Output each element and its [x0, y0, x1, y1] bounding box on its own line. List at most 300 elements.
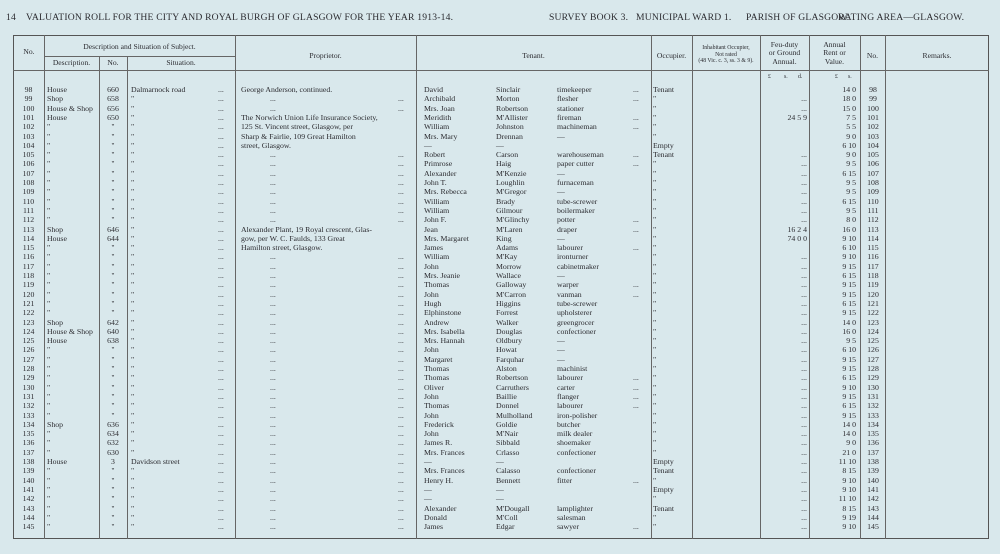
- row-number-right: 107: [867, 168, 879, 178]
- row-occupation-dots: ...: [633, 373, 639, 383]
- row-situation-dots: ...: [218, 438, 224, 448]
- row-number: 131: [22, 391, 35, 401]
- row-proprietor-dots: ...: [398, 484, 404, 494]
- row-occupation-dots: ...: [633, 159, 639, 169]
- row-occupier: ": [653, 401, 657, 411]
- row-occupation: shoemaker: [557, 438, 591, 448]
- row-proprietor: ...: [270, 457, 276, 466]
- row-annual-rent: 9 15: [842, 391, 856, 401]
- row-occupation: labourer: [557, 243, 583, 253]
- row-description: ": [47, 438, 51, 448]
- row-occupier: Empty: [653, 484, 674, 494]
- row-tenant-surname: Gilmour: [496, 205, 523, 215]
- row-number-right: 112: [867, 215, 879, 225]
- row-situation-dots: ...: [218, 494, 224, 504]
- row-occupation: timekeeper: [557, 85, 592, 94]
- row-occupier: ": [653, 308, 657, 318]
- row-feu-duty: ...: [801, 410, 807, 420]
- row-proprietor-dots: ...: [398, 447, 404, 457]
- row-tenant-surname: Farquhar: [496, 354, 525, 364]
- row-subject-no: 658: [107, 94, 119, 104]
- row-occupation: carter: [557, 382, 575, 392]
- row-occupier: ": [653, 391, 657, 401]
- row-subject-no: ": [111, 187, 115, 197]
- row-occupier: ": [653, 243, 657, 253]
- row-annual-rent: 6 15: [842, 298, 856, 308]
- row-tenant-first: Oliver: [424, 382, 444, 392]
- row-tenant-first: Mrs. Frances: [424, 447, 465, 457]
- row-feu-duty: ...: [801, 94, 807, 104]
- row-occupation-dots: ...: [633, 391, 639, 401]
- row-tenant-first: Mrs. Frances: [424, 466, 465, 476]
- row-occupation: draper: [557, 224, 577, 234]
- row-number-right: 138: [867, 457, 879, 466]
- row-situation: ": [131, 159, 135, 169]
- row-annual-rent: 16 0: [842, 326, 856, 336]
- row-proprietor-dots: ...: [398, 382, 404, 392]
- header-annual-rent: Annual Rent or Value.: [823, 40, 846, 66]
- row-proprietor: ...: [270, 196, 276, 206]
- row-situation: ": [131, 401, 135, 411]
- row-tenant-first: William: [424, 252, 450, 262]
- row-number-right: 117: [867, 261, 879, 271]
- row-number: 127: [22, 354, 35, 364]
- row-proprietor: ...: [270, 410, 276, 420]
- row-feu-duty: ...: [801, 252, 807, 262]
- row-tenant-first: Robert: [424, 150, 446, 160]
- row-number-right: 123: [867, 317, 879, 327]
- row-annual-rent: 9 15: [842, 280, 856, 290]
- row-tenant-first: Mrs. Mary: [424, 131, 458, 141]
- header-rule: [13, 70, 989, 71]
- row-occupier: ": [653, 410, 657, 420]
- row-situation: ": [131, 280, 135, 290]
- row-tenant-surname: M'Nair: [496, 429, 519, 439]
- row-occupier: ": [653, 354, 657, 364]
- row-occupier: Tenant: [653, 150, 675, 160]
- column-rule: [885, 35, 886, 539]
- row-situation-dots: ...: [218, 410, 224, 420]
- row-number: 103: [22, 131, 35, 141]
- row-number-right: 102: [867, 122, 879, 132]
- row-description: ": [47, 298, 51, 308]
- row-proprietor: Hamilton street, Glasgow.: [241, 243, 323, 253]
- row-proprietor-dots: ...: [398, 354, 404, 364]
- row-proprietor-dots: ...: [398, 419, 404, 429]
- row-tenant-first: —: [424, 457, 432, 466]
- row-subject-no: ": [111, 522, 115, 532]
- row-subject-no: ": [111, 382, 115, 392]
- row-number: 126: [22, 345, 35, 355]
- row-number-right: 120: [867, 289, 879, 299]
- row-occupier: Tenant: [653, 466, 675, 476]
- row-description: ": [47, 373, 51, 383]
- row-situation: ": [131, 140, 135, 150]
- row-tenant-first: Archibald: [424, 94, 456, 104]
- row-situation-dots: ...: [218, 503, 224, 513]
- row-proprietor: street, Glasgow.: [241, 140, 291, 150]
- row-proprietor-dots: ...: [398, 364, 404, 373]
- row-proprietor: ...: [270, 215, 276, 225]
- row-situation-dots: ...: [218, 317, 224, 327]
- row-number-right: 124: [867, 326, 879, 336]
- row-subject-no: 638: [107, 336, 119, 346]
- row-annual-rent: 21 0: [842, 447, 856, 457]
- row-annual-rent: 8 15: [842, 503, 856, 513]
- row-situation-dots: ...: [218, 522, 224, 532]
- row-feu-duty: ...: [801, 419, 807, 429]
- row-number-right: 129: [867, 373, 879, 383]
- page-number: 14: [6, 12, 16, 23]
- row-proprietor-dots: ...: [398, 503, 404, 513]
- row-occupier: ": [653, 94, 657, 104]
- row-proprietor-dots: ...: [398, 410, 404, 420]
- row-tenant-first: Mrs. Isabella: [424, 326, 465, 336]
- row-tenant-first: John: [424, 261, 439, 271]
- row-number: 137: [22, 447, 35, 457]
- row-occupation: —: [557, 336, 565, 346]
- row-tenant-first: William: [424, 196, 450, 206]
- column-rule: [692, 35, 693, 539]
- row-number: 142: [22, 494, 35, 504]
- row-occupation-dots: ...: [633, 382, 639, 392]
- row-tenant-surname: M'Kenzie: [496, 168, 527, 178]
- row-feu-duty: ...: [801, 438, 807, 448]
- row-tenant-surname: Morton: [496, 94, 520, 104]
- row-occupation: —: [557, 345, 565, 355]
- row-proprietor-dots: ...: [398, 326, 404, 336]
- row-number: 132: [22, 401, 35, 411]
- row-occupation: warper: [557, 280, 579, 290]
- row-number-right: 144: [867, 512, 879, 522]
- row-tenant-surname: Brady: [496, 196, 516, 206]
- header-no-right: No.: [866, 51, 879, 60]
- header-subject-no: No.: [107, 58, 119, 67]
- row-subject-no: ": [111, 354, 115, 364]
- row-situation: ": [131, 410, 135, 420]
- row-annual-rent: 11 10: [838, 457, 856, 466]
- row-number: 122: [22, 308, 35, 318]
- row-tenant-surname: Walker: [496, 317, 519, 327]
- row-tenant-first: Mrs. Jeanie: [424, 271, 460, 280]
- row-situation-dots: ...: [218, 429, 224, 439]
- row-situation-dots: ...: [218, 140, 224, 150]
- row-number-right: 127: [867, 354, 879, 364]
- row-tenant-first: William: [424, 122, 450, 132]
- row-number-right: 140: [867, 475, 879, 485]
- row-annual-rent: 9 15: [842, 261, 856, 271]
- row-situation: ": [131, 336, 135, 346]
- row-situation: ": [131, 382, 135, 392]
- row-feu-duty: ...: [801, 168, 807, 178]
- row-proprietor-dots: ...: [398, 494, 404, 504]
- row-proprietor-dots: ...: [398, 159, 404, 169]
- row-feu-duty: ...: [801, 457, 807, 466]
- row-number-right: 143: [867, 503, 879, 513]
- row-description: ": [47, 131, 51, 141]
- row-tenant-first: Mrs. Margaret: [424, 233, 469, 243]
- row-feu-duty: ...: [801, 159, 807, 169]
- row-subject-no: ": [111, 391, 115, 401]
- row-number: 114: [22, 233, 35, 243]
- row-tenant-surname: Edgar: [496, 522, 515, 532]
- row-feu-duty: ...: [801, 271, 807, 280]
- row-tenant-surname: Sinclair: [496, 85, 521, 94]
- row-description: ": [47, 308, 51, 318]
- row-number-right: 125: [867, 336, 879, 346]
- header-tenant: Tenant.: [522, 51, 545, 60]
- row-proprietor: ...: [270, 429, 276, 439]
- row-occupation-dots: ...: [633, 224, 639, 234]
- row-annual-rent: 9 10: [842, 522, 856, 532]
- header-description: Description.: [52, 58, 91, 67]
- row-annual-rent: 14 0: [842, 419, 856, 429]
- row-proprietor-dots: ...: [398, 345, 404, 355]
- row-tenant-first: Henry H.: [424, 475, 454, 485]
- row-feu-duty: 16 2 4: [787, 224, 807, 234]
- row-subject-no: 630: [107, 447, 119, 457]
- row-proprietor: The Norwich Union Life Insurance Society,: [241, 112, 378, 122]
- row-occupier: ": [653, 475, 657, 485]
- row-subject-no: ": [111, 122, 115, 132]
- row-occupier: ": [653, 103, 657, 113]
- row-occupation: lamplighter: [557, 503, 593, 513]
- row-number-right: 133: [867, 410, 879, 420]
- row-description: ": [47, 364, 51, 373]
- row-tenant-surname: Howat: [496, 345, 517, 355]
- row-occupation-dots: ...: [633, 85, 639, 94]
- row-feu-duty: ...: [801, 196, 807, 206]
- row-feu-duty: ...: [801, 494, 807, 504]
- row-number-right: 130: [867, 382, 879, 392]
- row-number: 138: [22, 457, 35, 466]
- row-proprietor-dots: ...: [398, 308, 404, 318]
- row-occupier: ": [653, 271, 657, 280]
- row-situation: ": [131, 419, 135, 429]
- row-subject-no: ": [111, 512, 115, 522]
- row-tenant-surname: Haig: [496, 159, 512, 169]
- row-situation-dots: ...: [218, 94, 224, 104]
- row-number: 118: [22, 271, 35, 280]
- row-occupier: ": [653, 419, 657, 429]
- row-occupier: Tenant: [653, 503, 675, 513]
- row-occupation: iron-polisher: [557, 410, 598, 420]
- row-number: 109: [22, 187, 35, 197]
- row-situation-dots: ...: [218, 271, 224, 280]
- header-situation: Situation.: [166, 58, 196, 67]
- row-annual-rent: 6 15: [842, 196, 856, 206]
- row-description: ": [47, 271, 51, 280]
- row-situation: ": [131, 391, 135, 401]
- row-situation-dots: ...: [218, 187, 224, 197]
- header-feu-duty: Feu-duty or Ground Annual.: [768, 40, 801, 66]
- row-tenant-first: David: [424, 85, 444, 94]
- row-annual-rent: 9 5: [846, 187, 856, 197]
- row-feu-duty: ...: [801, 382, 807, 392]
- row-situation-dots: ...: [218, 475, 224, 485]
- row-tenant-surname: Carson: [496, 150, 519, 160]
- row-situation-dots: ...: [218, 419, 224, 429]
- row-occupier: ": [653, 233, 657, 243]
- row-occupation: sawyer: [557, 522, 580, 532]
- row-subject-no: ": [111, 308, 115, 318]
- row-number: 107: [22, 168, 35, 178]
- row-number: 119: [22, 280, 35, 290]
- row-situation: ": [131, 503, 135, 513]
- row-proprietor: ...: [270, 503, 276, 513]
- row-tenant-first: Donald: [424, 512, 447, 522]
- row-occupation: tube-screwer: [557, 196, 598, 206]
- row-situation-dots: ...: [218, 233, 224, 243]
- row-situation: ": [131, 289, 135, 299]
- row-situation-dots: ...: [218, 280, 224, 290]
- row-occupation-dots: ...: [633, 215, 639, 225]
- row-subject-no: 650: [107, 112, 119, 122]
- row-occupier: ": [653, 289, 657, 299]
- row-subject-no: ": [111, 280, 115, 290]
- row-proprietor: ...: [270, 159, 276, 169]
- row-description: ": [47, 401, 51, 411]
- row-number-right: 116: [867, 252, 879, 262]
- row-occupation: —: [557, 354, 565, 364]
- row-description: ": [47, 215, 51, 225]
- row-description: ": [47, 354, 51, 364]
- row-annual-rent: 6 10: [842, 140, 856, 150]
- row-description: ": [47, 391, 51, 401]
- row-annual-rent: 15 0: [842, 103, 856, 113]
- row-number: 136: [22, 438, 35, 448]
- row-proprietor: ...: [270, 261, 276, 271]
- row-proprietor-dots: ...: [398, 317, 404, 327]
- row-situation: ": [131, 298, 135, 308]
- row-number: 110: [22, 196, 35, 206]
- row-occupation: furnaceman: [557, 178, 594, 187]
- row-number-right: 145: [867, 522, 879, 532]
- row-description: ": [47, 140, 51, 150]
- row-occupation-dots: ...: [633, 280, 639, 290]
- row-situation: ": [131, 326, 135, 336]
- row-description: ": [47, 159, 51, 169]
- row-tenant-surname: Johnston: [496, 122, 524, 132]
- row-description: ": [47, 429, 51, 439]
- row-occupier: ": [653, 112, 657, 122]
- row-occupation: confectioner: [557, 326, 596, 336]
- row-occupation-dots: ...: [633, 289, 639, 299]
- row-tenant-first: John: [424, 391, 439, 401]
- row-proprietor-dots: ...: [398, 187, 404, 197]
- row-tenant-surname: M'Coll: [496, 512, 518, 522]
- row-subject-no: ": [111, 466, 115, 476]
- row-number-right: 101: [867, 112, 879, 122]
- unit-pence: d.: [798, 74, 803, 80]
- row-description: ": [47, 345, 51, 355]
- row-proprietor: ...: [270, 187, 276, 197]
- row-subject-no: ": [111, 178, 115, 187]
- row-occupier: ": [653, 224, 657, 234]
- row-subject-no: ": [111, 150, 115, 160]
- row-number: 100: [22, 103, 35, 113]
- row-tenant-first: —: [424, 140, 432, 150]
- row-number-right: 106: [867, 159, 879, 169]
- row-proprietor: ...: [270, 475, 276, 485]
- row-tenant-surname: Morrow: [496, 261, 522, 271]
- row-description: House: [47, 233, 67, 243]
- row-occupation: —: [557, 271, 565, 280]
- row-proprietor: ...: [270, 382, 276, 392]
- row-number: 104: [22, 140, 35, 150]
- row-situation-dots: ...: [218, 512, 224, 522]
- row-occupation: vanman: [557, 289, 582, 299]
- row-occupation: potter: [557, 215, 576, 225]
- row-annual-rent: 16 0: [842, 224, 856, 234]
- row-subject-no: 642: [107, 317, 119, 327]
- row-subject-no: ": [111, 271, 115, 280]
- row-number-right: 139: [867, 466, 879, 476]
- row-feu-duty: ...: [801, 391, 807, 401]
- row-occupier: ": [653, 429, 657, 439]
- row-occupier: ": [653, 326, 657, 336]
- row-subject-no: ": [111, 475, 115, 485]
- row-tenant-surname: Bennett: [496, 475, 521, 485]
- row-situation: ": [131, 271, 135, 280]
- row-occupation: flesher: [557, 94, 579, 104]
- row-situation: ": [131, 429, 135, 439]
- row-situation: ": [131, 233, 135, 243]
- row-occupier: Empty: [653, 457, 674, 466]
- row-description: ": [47, 196, 51, 206]
- row-occupier: ": [653, 159, 657, 169]
- row-tenant-surname: Adams: [496, 243, 519, 253]
- row-tenant-first: Alexander: [424, 503, 457, 513]
- row-feu-duty: ...: [801, 150, 807, 160]
- row-tenant-first: Frederick: [424, 419, 454, 429]
- row-number-right: 131: [867, 391, 879, 401]
- row-description: ": [47, 494, 51, 504]
- row-feu-duty: ...: [801, 401, 807, 411]
- row-description: ": [47, 150, 51, 160]
- row-feu-duty: ...: [801, 429, 807, 439]
- row-proprietor: ...: [270, 345, 276, 355]
- row-proprietor: ...: [270, 168, 276, 178]
- row-situation-dots: ...: [218, 252, 224, 262]
- row-proprietor: ...: [270, 326, 276, 336]
- row-proprietor: ...: [270, 494, 276, 504]
- row-proprietor: ...: [270, 252, 276, 262]
- row-occupation: fireman: [557, 112, 582, 122]
- row-tenant-first: John: [424, 289, 439, 299]
- row-subject-no: 646: [107, 224, 119, 234]
- header-no: No.: [23, 47, 35, 56]
- row-tenant-first: John T.: [424, 178, 447, 187]
- row-number-right: 108: [867, 178, 879, 187]
- row-description: ": [47, 466, 51, 476]
- row-number-right: 142: [867, 494, 879, 504]
- column-rule: [760, 35, 761, 539]
- ward-label: MUNICIPAL WARD 1.: [636, 12, 732, 23]
- row-situation: ": [131, 252, 135, 262]
- row-occupation: machinist: [557, 364, 588, 373]
- row-occupation: —: [557, 187, 565, 197]
- row-proprietor-dots: ...: [398, 336, 404, 346]
- row-occupation: machineman: [557, 122, 597, 132]
- row-number: 135: [22, 429, 35, 439]
- row-proprietor-dots: ...: [398, 373, 404, 383]
- row-feu-duty: ...: [801, 447, 807, 457]
- row-situation-dots: ...: [218, 354, 224, 364]
- row-proprietor-dots: ...: [398, 289, 404, 299]
- row-subject-no: ": [111, 131, 115, 141]
- row-situation-dots: ...: [218, 131, 224, 141]
